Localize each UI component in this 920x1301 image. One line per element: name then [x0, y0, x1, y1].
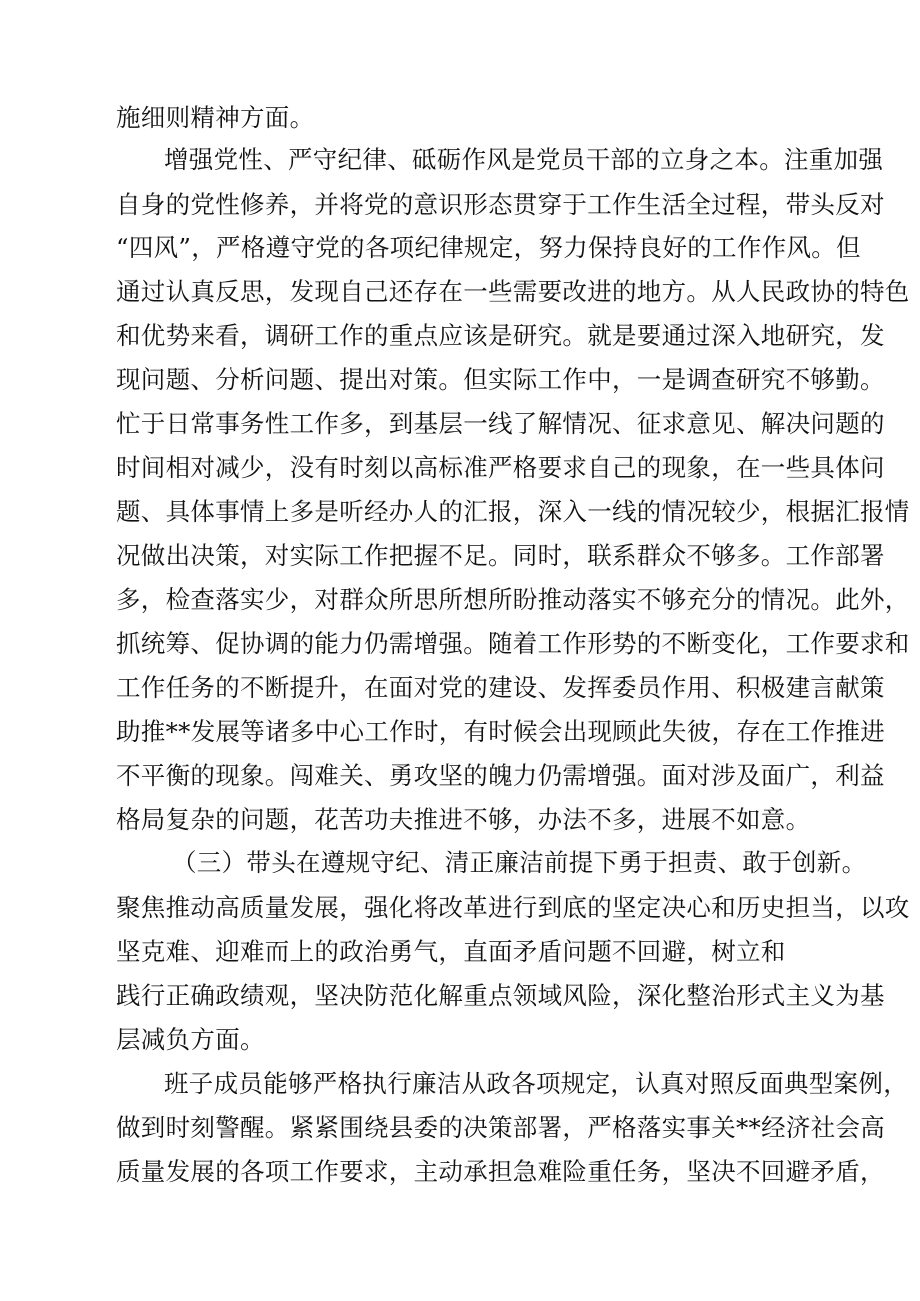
- text-line: 聚焦推动高质量发展，强化将改革进行到底的坚定决心和历史担当，以攻: [116, 893, 910, 922]
- text-line: 况做出决策，对实际工作把握不足。同时，联系群众不够多。工作部署: [116, 541, 885, 570]
- text-line: 施细则精神方面。: [116, 103, 315, 132]
- text-line: 做到时刻警醒。紧紧围绕县委的决策部署，严格落实事关**经济社会高: [116, 1113, 886, 1142]
- text-line: “四风”，严格遵守党的各项纪律规定，努力保持良好的工作作风。但: [116, 233, 861, 262]
- section-heading: （三）带头在遵规守纪、清正廉洁前提下勇于担责、敢于创新。: [172, 848, 867, 877]
- text-line: 坚克难、迎难而上的政治勇气，直面矛盾问题不回避，树立和: [116, 937, 786, 966]
- text-line: 助推**发展等诸多中心工作时，有时候会出现顾此失彼，存在工作推进: [116, 717, 886, 746]
- text-line: 忙于日常事务性工作多，到基层一线了解情况、征求意见、解决问题的: [116, 409, 885, 438]
- text-line: 不平衡的现象。闯难关、勇攻坚的魄力仍需增强。面对涉及面广，利益: [116, 761, 885, 790]
- text-line: 题、具体事情上多是听经办人的汇报，深入一线的情况较少，根据汇报情: [116, 497, 910, 526]
- text-line: 自身的党性修养，并将党的意识形态贯穿于工作生活全过程，带头反对: [116, 190, 885, 219]
- text-line: 工作任务的不断提升，在面对党的建设、发挥委员作用、积极建言献策: [116, 673, 885, 702]
- text-line: 时间相对减少，没有时刻以高标准严格要求自己的现象，在一些具体问: [116, 453, 885, 482]
- text-line: 班子成员能够严格执行廉洁从政各项规定，认真对照反面典型案例，: [164, 1069, 908, 1098]
- text-line: 现问题、分析问题、提出对策。但实际工作中，一是调查研究不够勤。: [116, 365, 885, 394]
- text-line: 层减负方面。: [116, 1025, 265, 1054]
- text-line: 践行正确政绩观，坚决防范化解重点领域风险，深化整治形式主义为基: [116, 981, 885, 1010]
- text-line: 抓统筹、促协调的能力仍需增强。随着工作形势的不断变化，工作要求和: [116, 629, 910, 658]
- text-line: 通过认真反思，发现自己还存在一些需要改进的地方。从人民政协的特色: [116, 277, 910, 306]
- text-line: 和优势来看，调研工作的重点应该是研究。就是要通过深入地研究，发: [116, 321, 885, 350]
- text-line: 多，检查落实少，对群众所思所想所盼推动落实不够充分的情况。此外，: [116, 585, 910, 614]
- text-line: 质量发展的各项工作要求，主动承担急难险重任务，坚决不回避矛盾，: [116, 1157, 885, 1186]
- text-line: 格局复杂的问题，花苦功夫推进不够，办法不多，进展不如意。: [116, 805, 811, 834]
- text-line: 增强党性、严守纪律、砥砺作风是党员干部的立身之本。注重加强: [164, 145, 884, 174]
